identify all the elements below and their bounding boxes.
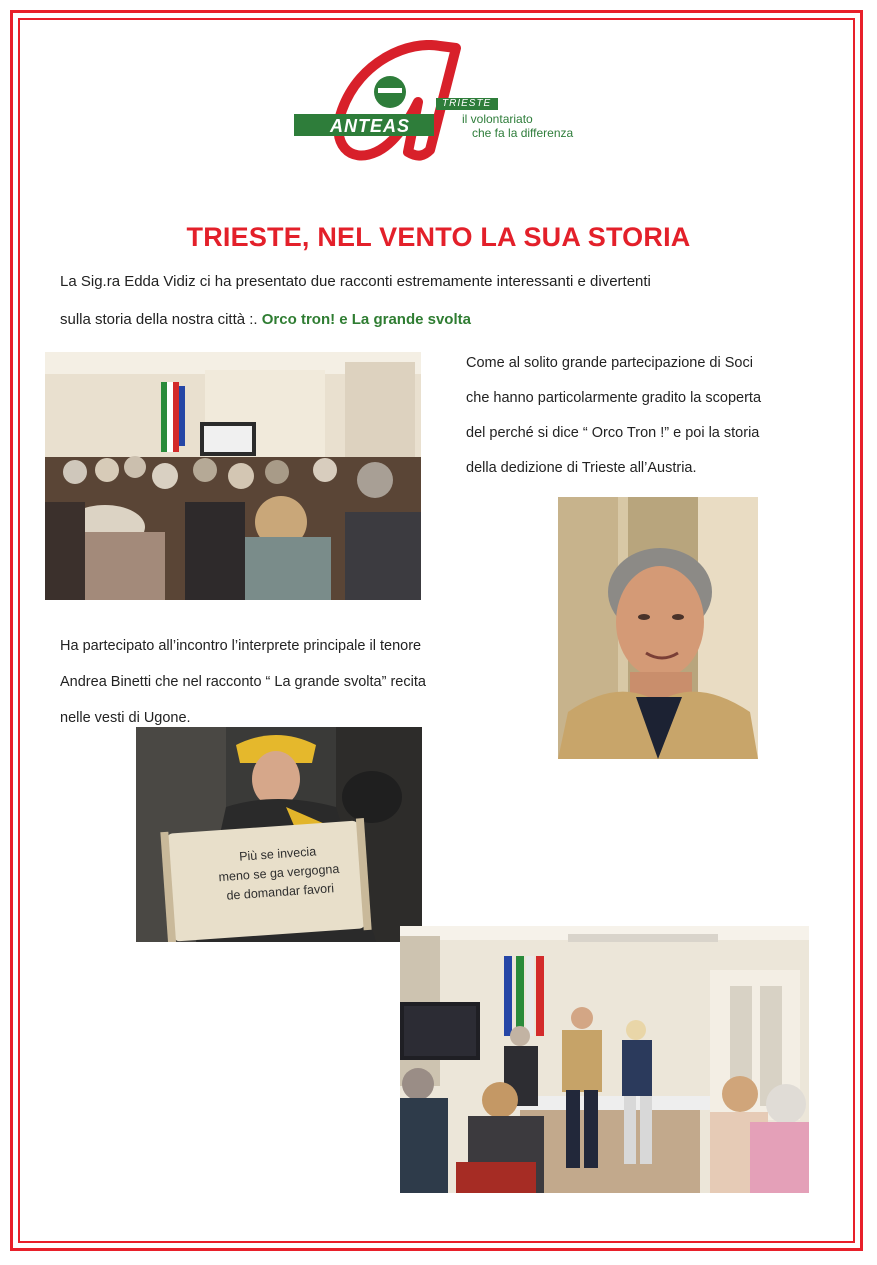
left-paragraph-line-1: Ha partecipato all’incontro l’interprete principale il tenore: [60, 638, 422, 654]
intro-highlight: Orco tron! e La grande svolta: [261, 311, 471, 328]
anteas-logo-mark: [290, 40, 590, 168]
logo-tagline-1: il volontariato: [462, 112, 533, 126]
right-paragraph-line-4: della dedizione di Trieste all’Austria.: [466, 460, 697, 476]
logo-brand: ANTEAS: [330, 116, 411, 136]
photo-speakers: [400, 926, 809, 1193]
scroll-text: [192, 839, 366, 908]
scroll-text-line-3: de domandar favori: [226, 881, 335, 903]
right-paragraph: [466, 346, 761, 486]
scroll-text-line-1: Più se invecia: [238, 844, 317, 864]
logo-tagline-2: che fa la differenza: [472, 126, 574, 140]
intro-line-1: La Sig.ra Edda Vidiz ci ha presentato due racconti estremamente interessanti e divertenti: [60, 273, 651, 290]
anteas-logo: [290, 40, 590, 168]
intro-line-2: [60, 311, 471, 328]
right-paragraph-line-1: Come al solito grande partecipazione di Soci: [466, 355, 753, 371]
photo-ugone-scroll: [136, 727, 422, 942]
logo-city: TRIESTE: [442, 98, 492, 109]
right-paragraph-line-2: che hanno particolarmente gradito la scoperta: [466, 390, 762, 406]
left-paragraph-line-2: Andrea Binetti che nel racconto “ La grande svolta” recita: [60, 674, 426, 690]
page-title: TRIESTE, NEL VENTO LA SUA STORIA: [186, 222, 691, 252]
intro-line-2-prefix: sulla storia della nostra città :.: [60, 311, 262, 328]
right-paragraph-line-3: del perché si dice “ Orco Tron !” e poi la storia: [466, 425, 760, 441]
left-paragraph-line-3: nelle vesti di Ugone.: [60, 710, 191, 726]
left-paragraph: [60, 628, 426, 736]
photo-tenor-portrait: [558, 497, 758, 759]
scroll-text-line-2: meno se ga vergogna: [218, 861, 340, 885]
photo-audience: [45, 352, 421, 600]
